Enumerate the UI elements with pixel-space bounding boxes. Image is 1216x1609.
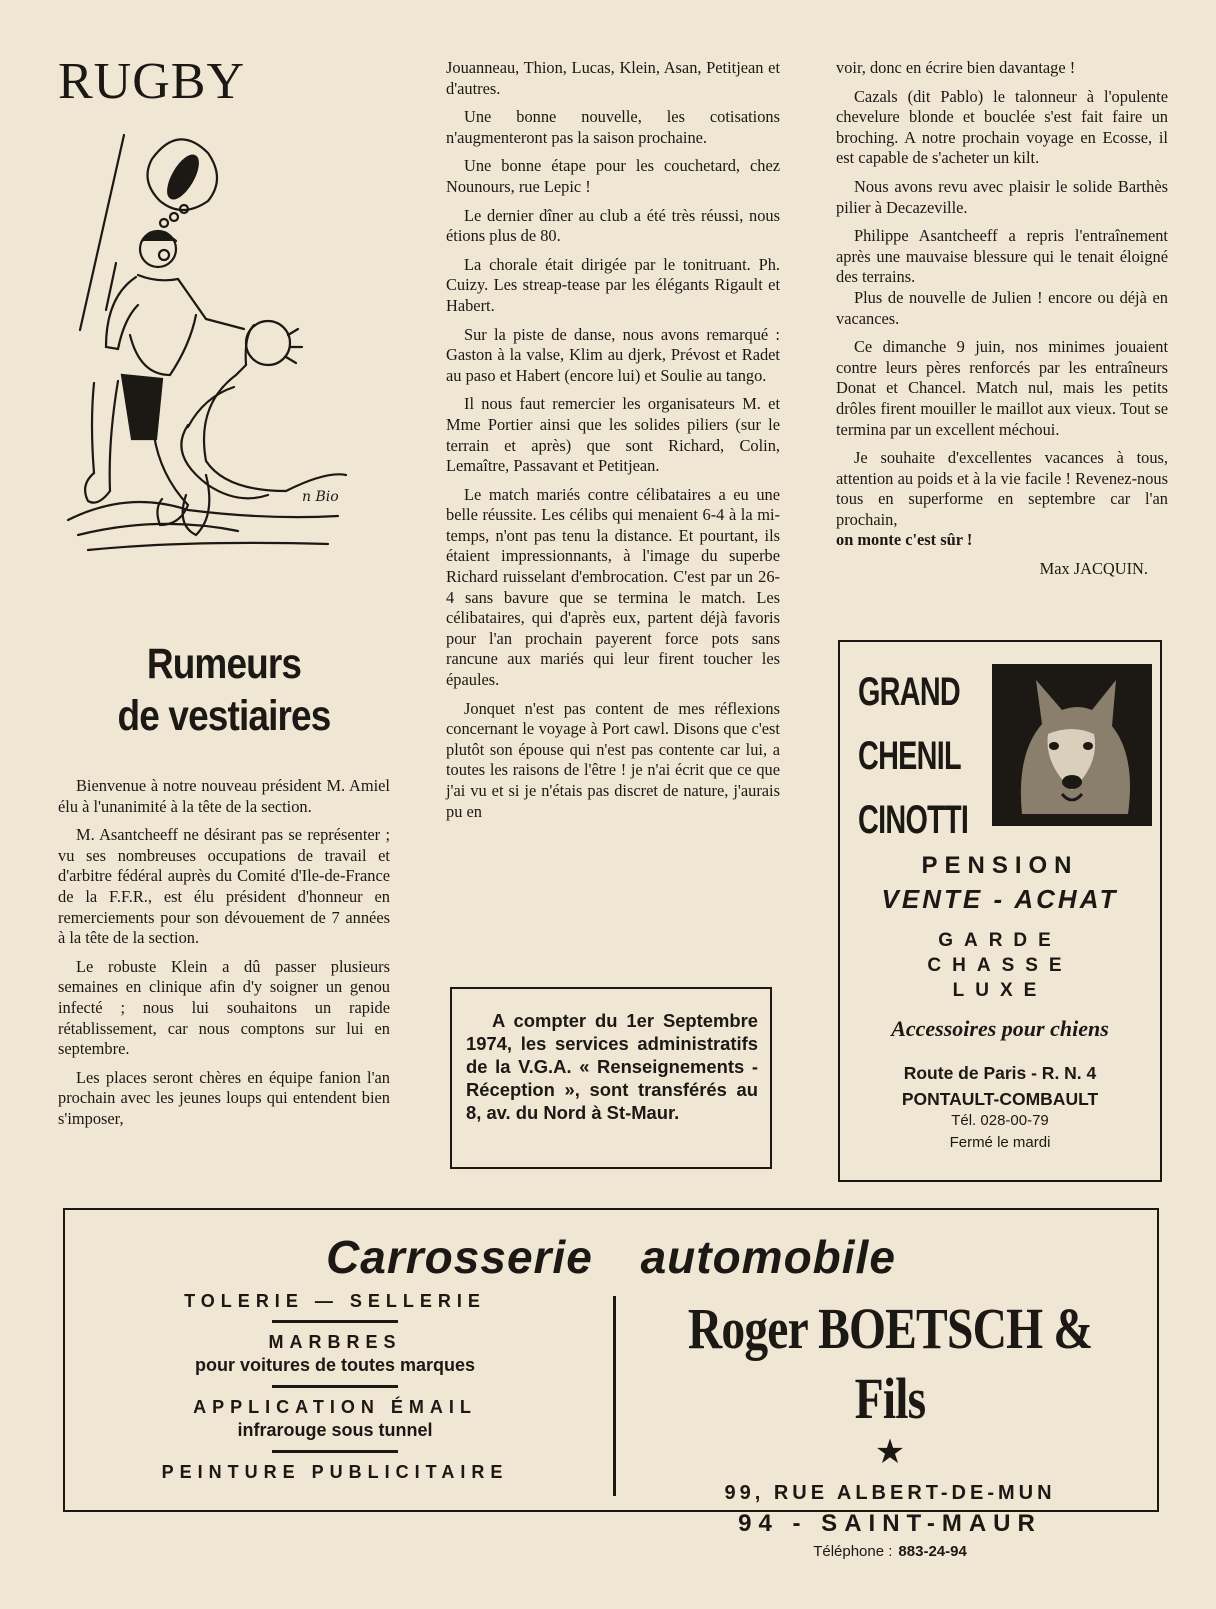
divider bbox=[272, 1385, 398, 1388]
service-item: LUXE bbox=[952, 980, 1048, 1001]
company-block bbox=[625, 1294, 1155, 1564]
paragraph: Le match mariés contre célibataires a eu une belle réussite. Les célibs qui menaient 6-4 à la mi-temps, n'ont pas tenu la distance. Et pourtant, ils étaient impressionnants, à l'image du superbe Richard ruisselant d'embrocation. C'est par un 26-4 sans bavure que se termina le match. Les célibataires, qui d'après eux, partent déjà favoris pour l'an prochain payerent force pots sans rancune aux mariés qui leur firent toucher les épaules. bbox=[446, 484, 780, 690]
paragraph: Jonquet n'est pas content de mes réflexions concernant le voyage à Port cawl. Disons que c'est plutôt son épouse qui n'est pas contente car lui, a toutes les raisons de l'être ! je n'ai écrit que ce que j'ai vu et si je n'étais pas discret de nature, j'aurais pu en bbox=[446, 698, 780, 821]
service-line: pour voitures de toutes marques bbox=[194, 1355, 476, 1375]
kennel-name-line: GRAND bbox=[858, 670, 961, 714]
paragraph: Philippe Asantcheeff a repris l'entraînement après une mauvaise blessure qui le tenait éloigné des terrains. bbox=[836, 226, 1168, 287]
paragraph: Une bonne étape pour les couchetard, chez Nounours, rue Lepic ! bbox=[446, 156, 780, 196]
paragraph: La chorale était dirigée par le tonitruant. Ph. Cuizy. Les streap-tease par les élégants Rigault et Habert. bbox=[446, 254, 780, 315]
paragraph: Nous avons revu avec plaisir le solide Barthès pilier à Decazeville. bbox=[836, 176, 1168, 217]
paragraph: Ce dimanche 9 juin, nos minimes jouaient contre leurs pères renforcés par les entraîneurs Donat et Chancel. Match nul, mais les petits drôles firent mouiller le maillot aux vieux. Tout se termina par un excellent méchoui. bbox=[836, 337, 1168, 439]
service-line: infrarouge sous tunnel bbox=[237, 1420, 433, 1440]
paragraph: Sur la piste de danse, nous avons remarqué : Gaston à la valse, Klim au djerk, Prévost et Radet au paso et Habert (encore lui) et Soulie au tango. bbox=[446, 324, 780, 385]
accessories-label: Accessoires pour chiens bbox=[891, 1016, 1109, 1041]
vga-notice-box bbox=[450, 987, 772, 1169]
service-line: APPLICATION ÉMAIL bbox=[193, 1397, 477, 1417]
chenil-cinotti-ad bbox=[838, 640, 1162, 1182]
vente-achat-label: VENTE - ACHAT bbox=[881, 884, 1119, 914]
paragraph: Le dernier dîner au club a été très réussi, nous étions plus de 80. bbox=[446, 205, 780, 246]
company-city: 94 - SAINT-MAUR bbox=[738, 1510, 1042, 1537]
carrosserie-ad bbox=[63, 1208, 1159, 1560]
paragraph: Le robuste Klein a dû passer plusieurs semaines en clinique afin d'y soigner un genou infecté ; nous lui souhaitons un rapide rétablissement, car nous comptons sur lui en septembre. bbox=[58, 956, 390, 1059]
star-icon: ★ bbox=[874, 1432, 906, 1472]
kennel-name bbox=[858, 660, 969, 852]
kennel-address bbox=[840, 1060, 1160, 1112]
service-line: TOLERIE — SELLERIE bbox=[184, 1291, 486, 1311]
ad-headline: Carrosserie automobile bbox=[326, 1231, 896, 1283]
service-line: MARBRES bbox=[268, 1332, 402, 1352]
kennel-name-line: CHENIL bbox=[858, 734, 961, 778]
address-city: PONTAULT-COMBAULT bbox=[901, 1089, 1099, 1109]
paragraph: voir, donc en écrire bien davantage ! bbox=[836, 58, 1076, 77]
address-route: Route de Paris - R. N. 4 bbox=[903, 1063, 1097, 1083]
section-title: RUGBY bbox=[58, 53, 246, 110]
heading-line-1: Rumeurs bbox=[146, 640, 302, 688]
column-1-text bbox=[58, 776, 390, 1138]
svg-text:n Bio: n Bio bbox=[302, 489, 339, 505]
divider bbox=[272, 1450, 398, 1453]
paragraph: Les places seront chères en équipe fanion l'an prochain avec les jeunes loups qui entendent bien s'imposer, bbox=[58, 1067, 390, 1128]
phone-label: Téléphone : bbox=[813, 1543, 893, 1560]
column-2-text bbox=[446, 58, 780, 830]
paragraph: Plus de nouvelle de Julien ! encore ou déjà en vacances. bbox=[836, 287, 1168, 328]
paragraph: Il nous faut remercier les organisateurs M. et Mme Portier ainsi que les solides piliers (sur le terrain et après) que sont Richard, Colin, Lemaître, Passavant et Petitjean. bbox=[446, 394, 780, 476]
kennel-contact bbox=[840, 1110, 1160, 1154]
paragraph: Une bonne nouvelle, les cotisations n'augmenteront pas la saison prochaine. bbox=[446, 107, 780, 147]
company-name: Roger BOETSCH & Fils bbox=[687, 1296, 1093, 1431]
paragraph: M. Asantcheeff ne désirant pas se représenter ; vu ses nombreuses occupations de travail et d'arbitre fédéral auprès du Comité d'Ile-de-France de la F.F.R., est élu président d'honneur en remerciements pour son dévouement de 7 années à la tête de la section. bbox=[58, 825, 390, 948]
heading-line-2: de vestiaires bbox=[117, 692, 331, 740]
kennel-phone: Tél. 028-00-79 bbox=[951, 1112, 1049, 1129]
author-signature: Max JACQUIN. bbox=[1039, 559, 1148, 579]
column-3-text bbox=[836, 58, 1168, 580]
vertical-divider bbox=[613, 1296, 616, 1496]
notice-text: A compter du 1er Septembre 1974, les services administratifs de la V.G.A. « Renseignements - Réception », sont transférés au 8, av. du Nord à St-Maur. bbox=[466, 1010, 758, 1123]
dog-photo bbox=[992, 664, 1152, 826]
bold-closing: on monte c'est sûr ! bbox=[836, 530, 973, 550]
services-list bbox=[840, 928, 1160, 1003]
paragraph: Jouanneau, Thion, Lucas, Klein, Asan, Petitjean et d'autres. bbox=[446, 58, 780, 98]
divider bbox=[272, 1320, 398, 1323]
article-heading bbox=[81, 638, 367, 742]
paragraph: Bienvenue à notre nouveau président M. Amiel élu à l'unanimité à la tête de la section. bbox=[58, 776, 390, 816]
paragraph: Je souhaite d'excellentes vacances à tous, attention au poids et à la vie facile ! Revenez-nous tous en superforme en septembre car l'an prochain, bbox=[836, 448, 1168, 529]
service-item: GARDE bbox=[938, 930, 1062, 951]
closing-day: Fermé le mardi bbox=[949, 1134, 1051, 1151]
rugby-cartoon-illustration bbox=[58, 125, 368, 565]
paragraph: Cazals (dit Pablo) le talonneur à l'opulente chevelure blonde et bouclée s'est fait faire un broching. A notre prochain voyage en Ecosse, il est capable de s'acheter un kilt. bbox=[836, 86, 1168, 168]
services-block bbox=[75, 1290, 595, 1483]
pension-label: PENSION bbox=[921, 852, 1079, 879]
kennel-name-line: CINOTTI bbox=[858, 798, 969, 842]
company-street: 99, RUE ALBERT-DE-MUN bbox=[724, 1482, 1056, 1504]
phone-number: 883-24-94 bbox=[898, 1543, 967, 1560]
company-phone bbox=[625, 1540, 1155, 1564]
service-item: CHASSE bbox=[927, 955, 1073, 976]
service-line: PEINTURE PUBLICITAIRE bbox=[161, 1462, 509, 1482]
